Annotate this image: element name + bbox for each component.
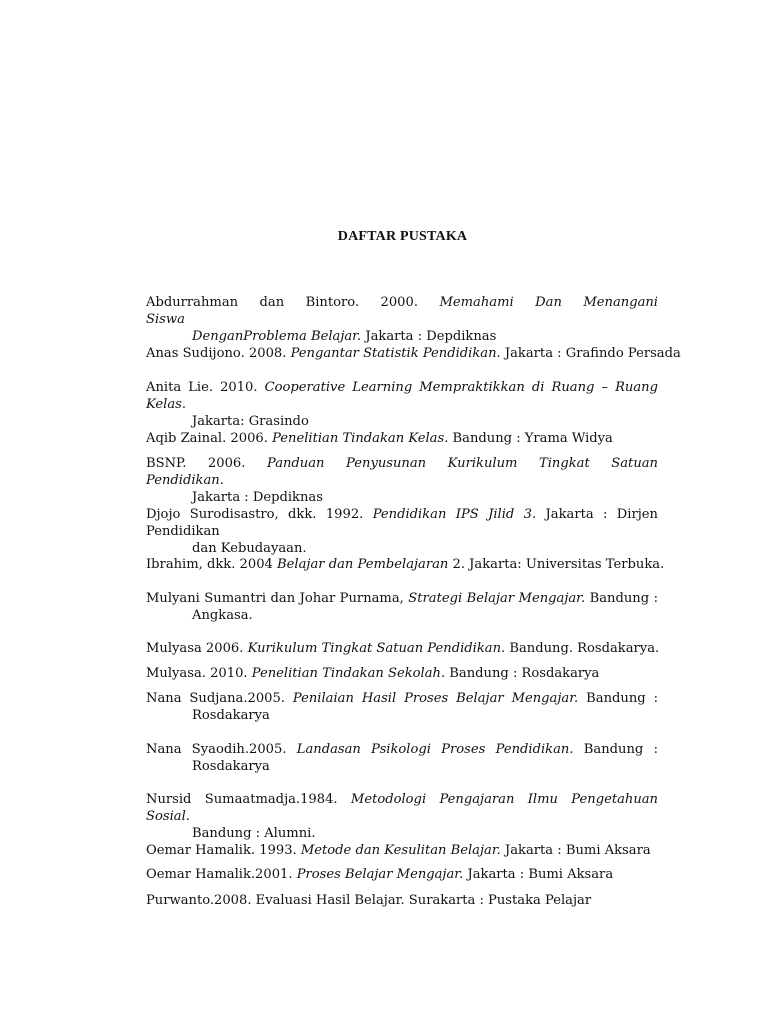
- reference-text: Jakarta : Depdiknas: [361, 329, 497, 344]
- reference-title: Metode dan Kesulitan Belajar.: [300, 843, 501, 858]
- reference-line: [146, 892, 658, 909]
- reference-text: Jakarta : Depdiknas: [192, 490, 323, 505]
- reference-title: Kurikulum Tingkat Satuan Pendidikan.: [247, 641, 506, 656]
- reference-line: [146, 791, 658, 825]
- reference-line: [146, 640, 658, 657]
- reference-title: Proses Belajar Mengajar.: [296, 867, 464, 882]
- reference-text: Jakarta: Grasindo: [192, 414, 309, 429]
- reference-text: Rosdakarya: [192, 759, 270, 774]
- reference-text: Bandung : Rosdakarya: [445, 666, 600, 681]
- reference-entry: [146, 345, 681, 362]
- reference-entry: [146, 842, 658, 859]
- reference-line: [146, 430, 658, 447]
- reference-line: [146, 825, 658, 842]
- reference-entry: [146, 690, 658, 724]
- reference-text: dan Kebudayaan.: [192, 541, 307, 556]
- reference-entry: [146, 556, 665, 573]
- reference-line: [146, 842, 658, 859]
- reference-title: Landasan Psikologi Proses Pendidikan.: [296, 742, 574, 757]
- reference-line: [146, 455, 658, 489]
- reference-entry: [146, 741, 658, 775]
- reference-text: Rosdakarya: [192, 708, 270, 723]
- reference-entry: [146, 866, 658, 883]
- reference-title: Penelitian Tindakan Sekolah.: [251, 666, 446, 681]
- reference-line: [146, 506, 658, 540]
- reference-title: Pendidikan IPS Jilid 3.: [372, 507, 537, 522]
- reference-text: Bandung : Alumni.: [192, 826, 316, 841]
- reference-title: DenganProblema Belajar.: [192, 329, 362, 344]
- reference-title: Metodologi Pengajaran Ilmu Pengetahuan Sosial.: [146, 792, 658, 824]
- reference-text: Anas Sudijono. 2008.: [146, 346, 291, 361]
- reference-text: 2. Jakarta: Universitas Terbuka.: [448, 557, 665, 572]
- reference-text: Bandung :: [578, 691, 658, 706]
- reference-title: Pengantar Statistik Pendidikan.: [290, 346, 501, 361]
- reference-line: [146, 328, 658, 345]
- reference-text: Bandung :: [573, 742, 658, 757]
- reference-text: Jakarta : Bumi Aksara: [463, 867, 614, 882]
- reference-entry: [146, 379, 658, 430]
- reference-text: Nana Syaodih.2005.: [146, 742, 297, 757]
- reference-line: [146, 540, 658, 557]
- reference-text: Jakarta : Dirjen Pendidikan: [146, 507, 658, 539]
- reference-title: Belajar dan Pembelajaran: [277, 557, 449, 572]
- reference-line: [146, 607, 658, 624]
- reference-line: [146, 741, 658, 758]
- reference-line: [146, 379, 658, 413]
- reference-line: [146, 489, 658, 506]
- reference-text: Oemar Hamalik.2001.: [146, 867, 297, 882]
- reference-entry: [146, 665, 658, 682]
- reference-title: Penilaian Hasil Proses Belajar Mengajar.: [292, 691, 579, 706]
- reference-text: Anita Lie. 2010.: [146, 380, 265, 395]
- reference-line: [146, 345, 681, 362]
- reference-line: [146, 665, 658, 682]
- reference-text: Purwanto.2008. Evaluasi Hasil Belajar. Surakarta : Pustaka Pelajar: [146, 893, 592, 908]
- reference-title: Cooperative Learning Mempraktikkan di Ruang – Ruang Kelas: [146, 380, 658, 412]
- reference-entry: [146, 455, 658, 506]
- reference-text: Oemar Hamalik. 1993.: [146, 843, 301, 858]
- reference-line: [146, 707, 658, 724]
- reference-entry: [146, 506, 658, 557]
- reference-title: Penelitian Tindakan Kelas.: [272, 431, 449, 446]
- reference-entry: [146, 294, 658, 345]
- reference-text: Bandung : Yrama Widya: [448, 431, 613, 446]
- reference-line: [146, 758, 658, 775]
- reference-text: Mulyasa. 2010.: [146, 666, 252, 681]
- reference-text: BSNP. 2006.: [146, 456, 267, 471]
- reference-text: Aqib Zainal. 2006.: [146, 431, 273, 446]
- reference-line: [146, 556, 665, 573]
- reference-entry: [146, 640, 658, 657]
- reference-title: Panduan Penyusunan Kurikulum Tingkat Satuan Pendidikan.: [146, 456, 658, 488]
- reference-line: [146, 294, 658, 328]
- reference-entry: [146, 590, 658, 624]
- reference-text: Bandung :: [585, 591, 658, 606]
- page-title: DAFTAR PUSTAKA: [337, 229, 468, 244]
- reference-text: Mulyasa 2006.: [146, 641, 248, 656]
- reference-text: Bandung. Rosdakarya.: [505, 641, 660, 656]
- reference-text: Nana Sudjana.2005.: [146, 691, 293, 706]
- reference-text: Ibrahim, dkk. 2004: [146, 557, 278, 572]
- reference-line: [146, 413, 658, 430]
- reference-text: Jakarta : Grafindo Persada: [500, 346, 681, 361]
- reference-text: Angkasa.: [192, 608, 253, 623]
- reference-text: Nursid Sumaatmadja.1984.: [146, 792, 351, 807]
- reference-line: [146, 866, 658, 883]
- reference-entry: [146, 892, 658, 909]
- reference-title: Memahami Dan Menangani Siswa: [146, 295, 658, 327]
- reference-text: .: [181, 397, 187, 412]
- reference-text: Mulyani Sumantri dan Johar Purnama,: [146, 591, 409, 606]
- reference-text: Jakarta : Bumi Aksara: [500, 843, 651, 858]
- reference-text: Djojo Surodisastro, dkk. 1992.: [146, 507, 373, 522]
- reference-entry: [146, 430, 658, 447]
- reference-title: Strategi Belajar Mengajar.: [408, 591, 586, 606]
- reference-line: [146, 590, 658, 607]
- reference-text: Abdurrahman dan Bintoro. 2000.: [146, 295, 440, 310]
- reference-entry: [146, 791, 658, 842]
- reference-line: [146, 690, 658, 707]
